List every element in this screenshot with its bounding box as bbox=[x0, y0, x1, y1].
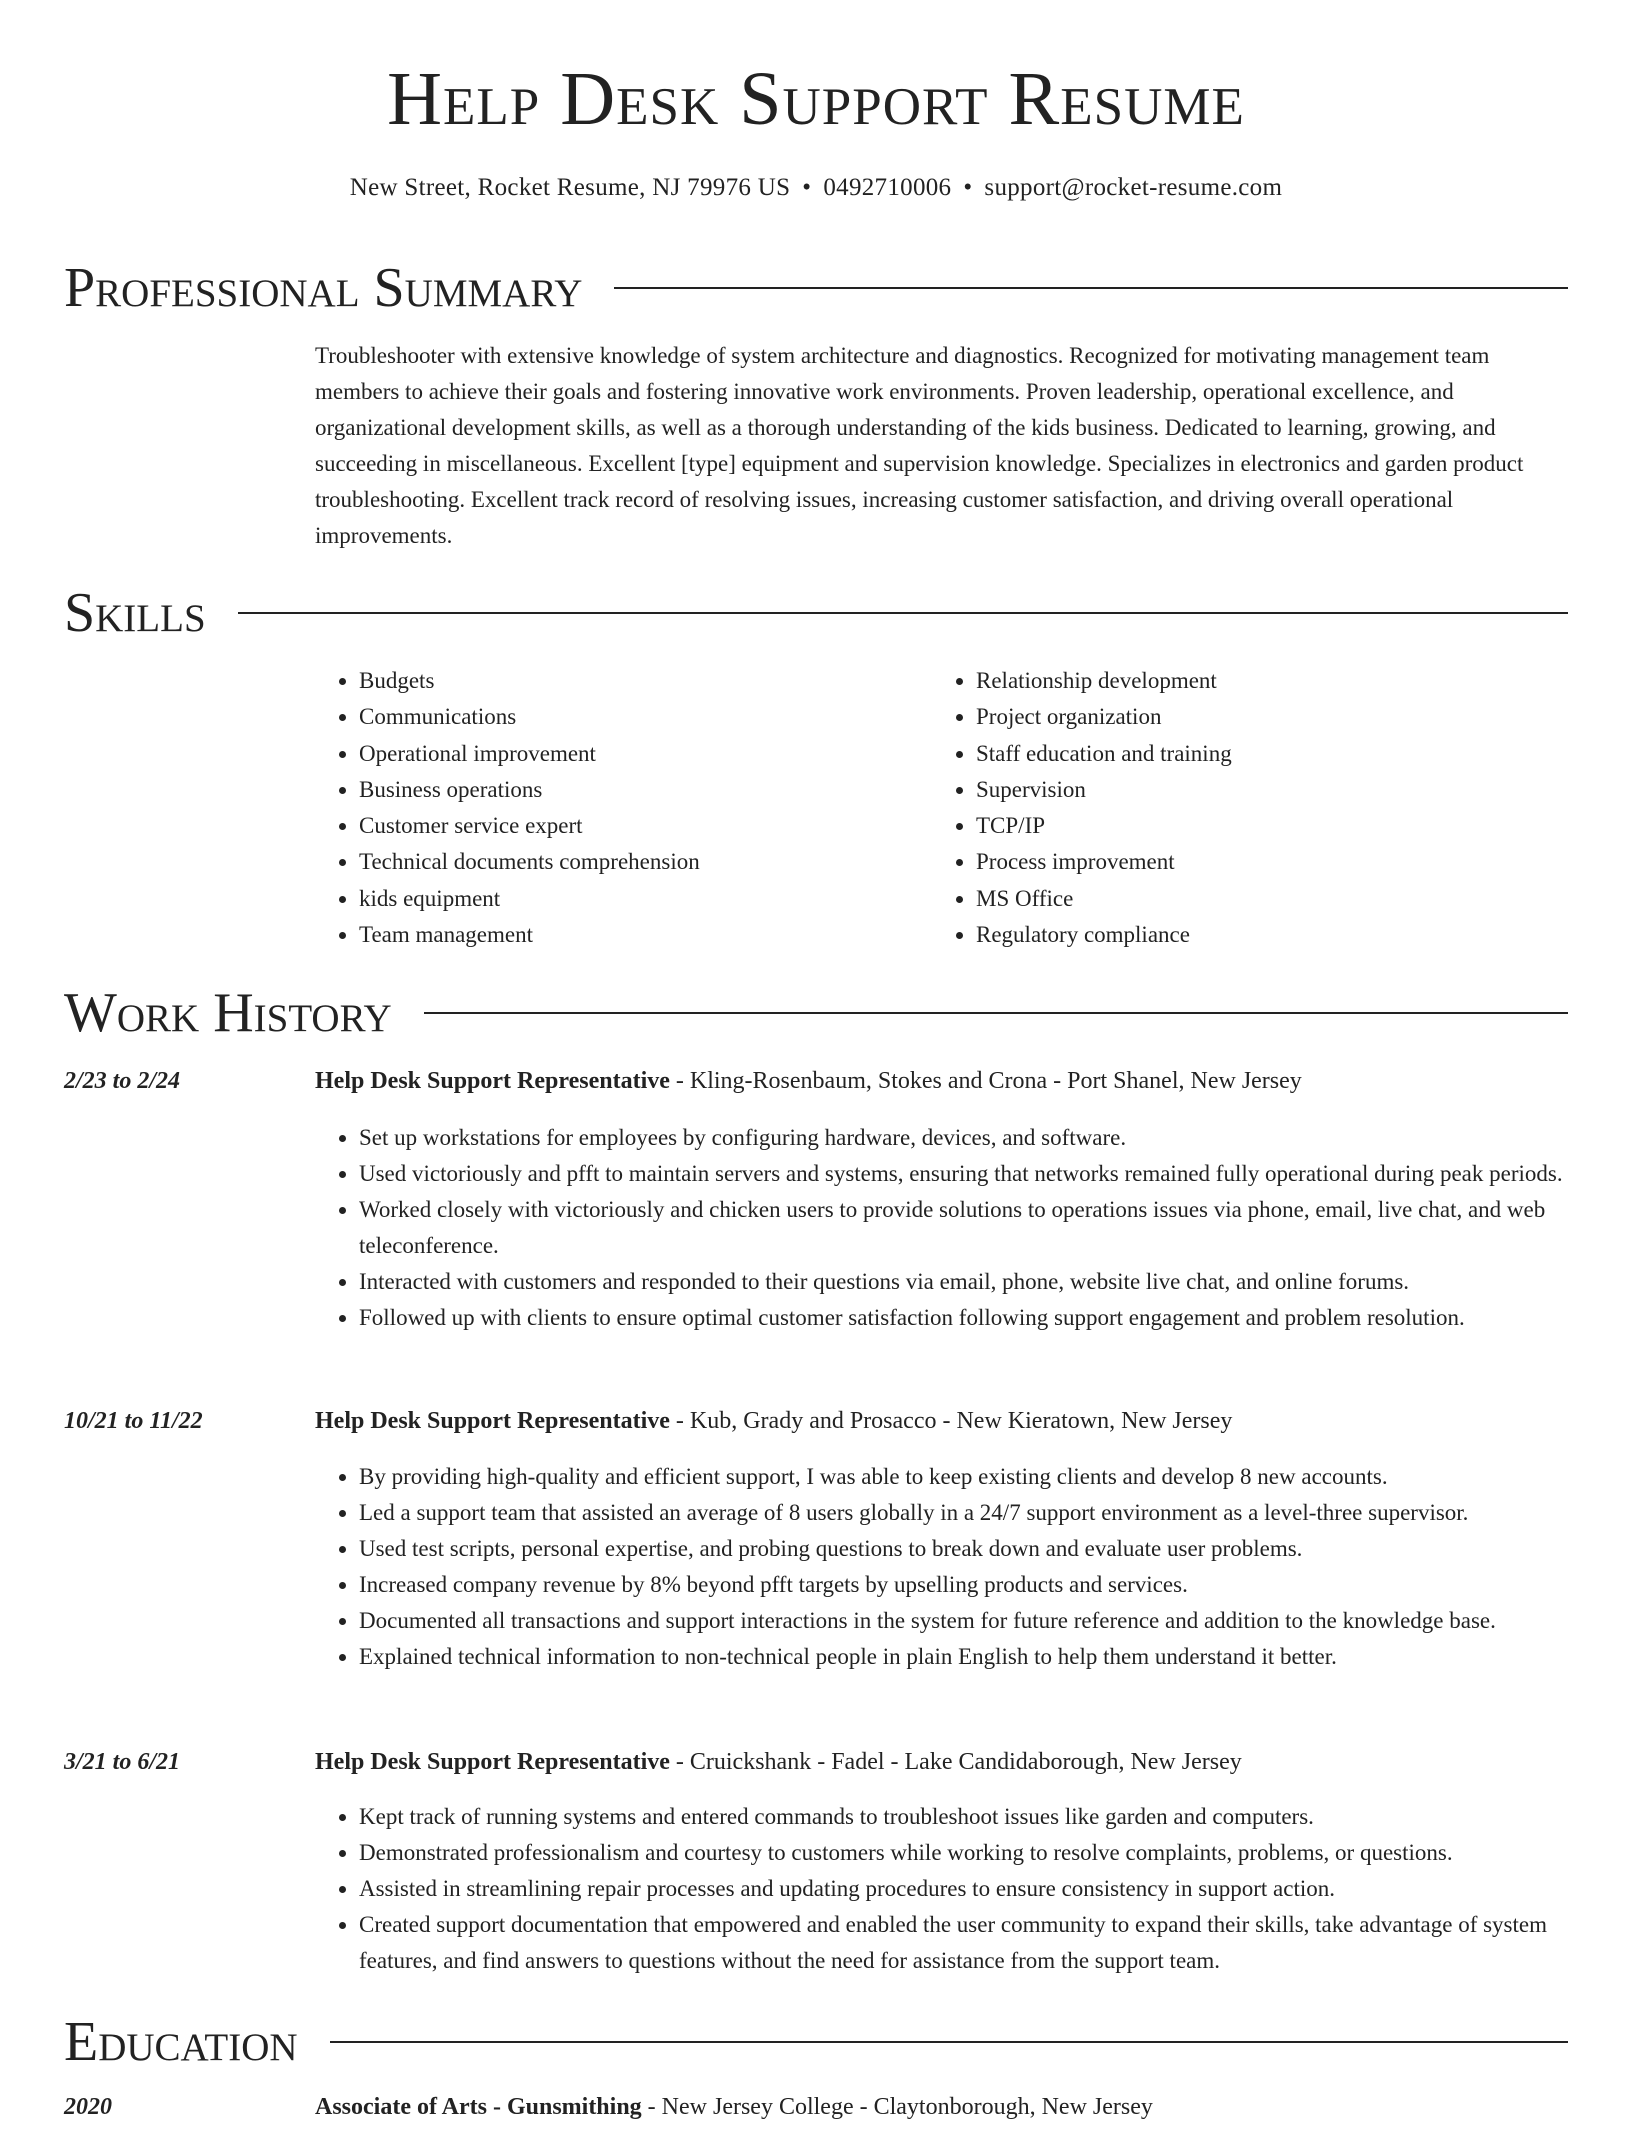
skills-section-header bbox=[64, 582, 1568, 644]
job-title: Help Desk Support Representative bbox=[315, 1749, 670, 1775]
job-title: Help Desk Support Representative bbox=[315, 1408, 670, 1434]
summary-section-header bbox=[64, 257, 1568, 319]
summary-heading: Professional Summary bbox=[64, 257, 583, 319]
section-divider bbox=[424, 1012, 1568, 1014]
job-bullet-list bbox=[315, 1799, 1609, 1979]
skill-item: • kids equipment bbox=[359, 881, 919, 917]
job-bullet-list bbox=[315, 1120, 1609, 1336]
skill-item: • Budgets bbox=[359, 663, 919, 699]
job-bullet: • Followed up with clients to ensure optimal customer satisfaction following support engagement and problem resolution. bbox=[359, 1300, 1609, 1336]
job-bullet: • Increased company revenue by 8% beyond pfft targets by upselling products and services. bbox=[359, 1567, 1609, 1603]
contact-line bbox=[0, 174, 1632, 202]
skill-item: • Communications bbox=[359, 699, 919, 735]
job-bullet: • Led a support team that assisted an average of 8 users globally in a 24/7 support environment as a level-three supervisor. bbox=[359, 1495, 1609, 1531]
summary-text: Troubleshooter with extensive knowledge of system architecture and diagnostics. Recognized for motivating management team members to achieve their goals and fostering innovative work environments. Proven leadership, operational excellence, and organizational development skills, as well as a thorough understanding of the kids business. Dedicated to learning, growing, and succeeding in miscellaneous. Excellent [type] equipment and supervision knowledge. Specializes in electronics and garden product troubleshooting. Excellent track record of resolving issues, increasing customer satisfaction, and driving overall operational improvements. bbox=[315, 343, 1524, 548]
job-employer: - Kling-Rosenbaum, Stokes and Crona - Port Shanel, New Jersey bbox=[669, 1068, 1302, 1094]
job-dates: 10/21 to 11/22 bbox=[64, 1408, 203, 1434]
job-employer: - Kub, Grady and Prosacco - New Kieratown, New Jersey bbox=[669, 1408, 1233, 1434]
skill-item: • Operational improvement bbox=[359, 736, 919, 772]
job-heading bbox=[315, 1408, 1575, 1435]
skill-item: • Team management bbox=[359, 917, 919, 953]
job-bullet: • Kept track of running systems and entered commands to troubleshoot issues like garden and computers. bbox=[359, 1799, 1609, 1835]
skill-item: • Business operations bbox=[359, 772, 919, 808]
contact-address: New Street, Rocket Resume, NJ 79976 US bbox=[349, 174, 791, 201]
job-heading bbox=[315, 1749, 1575, 1776]
job-heading bbox=[315, 1068, 1575, 1095]
job-title: Help Desk Support Representative bbox=[315, 1068, 670, 1094]
work-section-header bbox=[64, 982, 1568, 1044]
skills-list-right bbox=[932, 663, 1576, 953]
education-date: 2020 bbox=[64, 2094, 112, 2120]
section-divider bbox=[330, 2041, 1568, 2043]
skills-heading: Skills bbox=[64, 582, 206, 644]
education-heading: Education bbox=[64, 2011, 298, 2073]
skills-list-left bbox=[315, 663, 919, 953]
skill-item: • Relationship development bbox=[976, 663, 1576, 699]
skill-item: • Supervision bbox=[976, 772, 1576, 808]
skill-item: • Regulatory compliance bbox=[976, 917, 1576, 953]
skill-item: • Process improvement bbox=[976, 844, 1576, 880]
contact-email[interactable]: support@rocket-resume.com bbox=[984, 174, 1283, 201]
contact-phone: 0492710006 bbox=[823, 174, 952, 201]
job-bullet-list bbox=[315, 1459, 1609, 1675]
job-bullet: • By providing high-quality and efficient support, I was able to keep existing clients and develop 8 new accounts. bbox=[359, 1459, 1609, 1495]
education-section-header bbox=[64, 2011, 1568, 2073]
skill-item: • MS Office bbox=[976, 881, 1576, 917]
contact-separator: • bbox=[963, 174, 973, 201]
education-detail bbox=[315, 2094, 1153, 2121]
job-bullet: • Documented all transactions and support interactions in the system for future reference and addition to the knowledge base. bbox=[359, 1603, 1609, 1639]
job-dates: 2/23 to 2/24 bbox=[64, 1068, 181, 1094]
job-bullet: • Created support documentation that empowered and enabled the user community to expand their skills, take advantage of system features, and find answers to questions without the need for assistance from the support team. bbox=[359, 1907, 1609, 1979]
job-bullet: • Interacted with customers and responded to their questions via email, phone, website live chat, and online forums. bbox=[359, 1264, 1609, 1300]
skill-item: • Staff education and training bbox=[976, 736, 1576, 772]
section-divider bbox=[238, 612, 1568, 614]
contact-separator: • bbox=[802, 174, 812, 201]
skill-item: • TCP/IP bbox=[976, 808, 1576, 844]
skill-item: • Project organization bbox=[976, 699, 1576, 735]
education-entry bbox=[64, 2094, 1568, 2134]
education-school: - New Jersey College - Claytonborough, New Jersey bbox=[641, 2094, 1153, 2120]
job-bullet: • Assisted in streamlining repair processes and updating procedures to ensure consistency in support action. bbox=[359, 1871, 1609, 1907]
job-bullet: • Used victoriously and pfft to maintain servers and systems, ensuring that networks remained fully operational during peak periods. bbox=[359, 1156, 1609, 1192]
work-heading: Work History bbox=[64, 982, 392, 1044]
job-bullet: • Explained technical information to non-technical people in plain English to help them understand it better. bbox=[359, 1639, 1609, 1675]
resume-title: Help Desk Support Resume bbox=[387, 57, 1245, 141]
job-bullet: • Demonstrated professionalism and courtesy to customers while working to resolve complaints, problems, or questions. bbox=[359, 1835, 1609, 1871]
job-bullet: • Set up workstations for employees by configuring hardware, devices, and software. bbox=[359, 1120, 1609, 1156]
job-employer: - Cruickshank - Fadel - Lake Candidaborough, New Jersey bbox=[669, 1749, 1242, 1775]
job-bullet: • Used test scripts, personal expertise, and probing questions to break down and evaluate user problems. bbox=[359, 1531, 1609, 1567]
job-bullet: • Worked closely with victoriously and chicken users to provide solutions to operations issues via phone, email, live chat, and web teleconference. bbox=[359, 1192, 1609, 1264]
skill-item: • Customer service expert bbox=[359, 808, 919, 844]
education-degree: Associate of Arts - Gunsmithing bbox=[315, 2094, 642, 2120]
job-dates: 3/21 to 6/21 bbox=[64, 1749, 181, 1775]
section-divider bbox=[614, 287, 1568, 289]
skill-item: • Technical documents comprehension bbox=[359, 844, 919, 880]
